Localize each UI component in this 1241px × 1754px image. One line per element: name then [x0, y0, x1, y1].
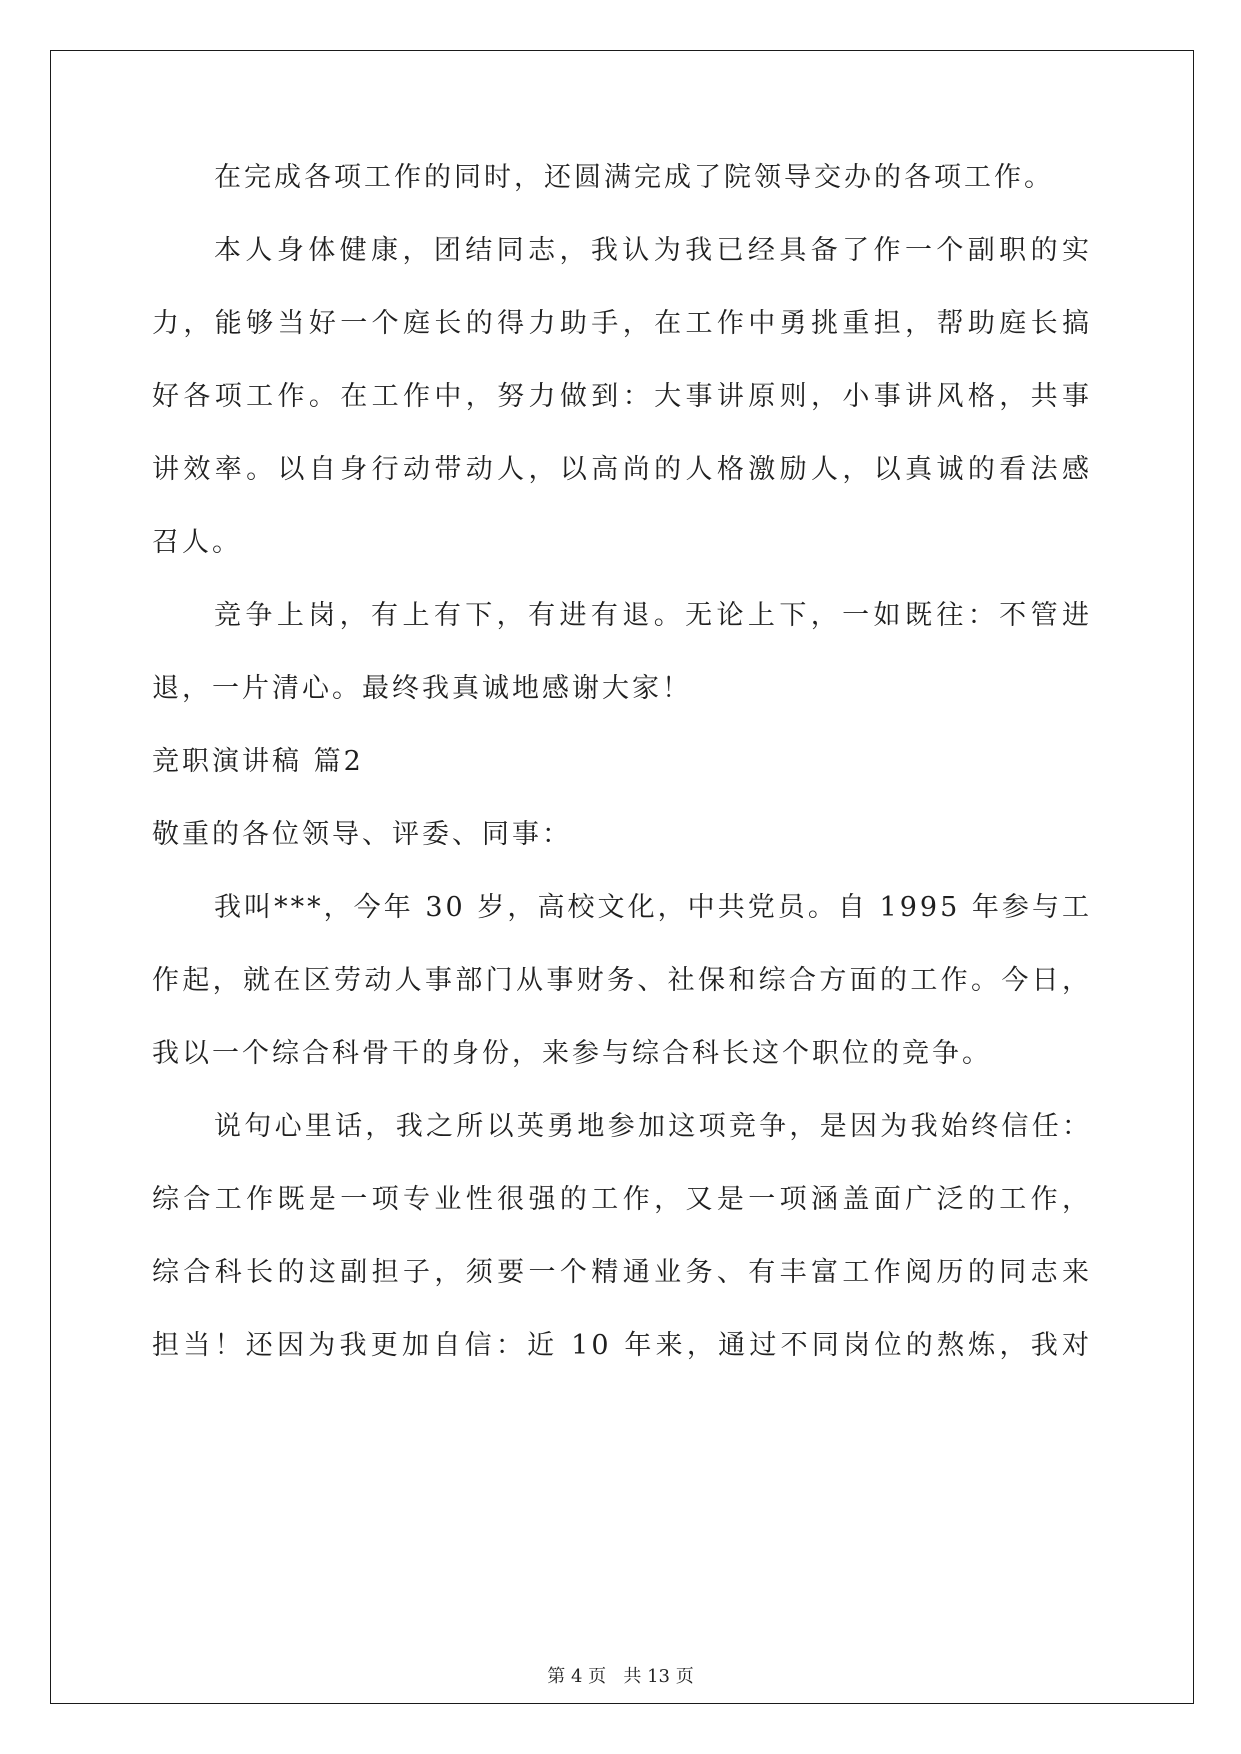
text-line: 综合科长的这副担子，须要一个精通业务、有丰富工作阅历的同志来: [152, 1257, 1092, 1288]
text-line: 好各项工作。在工作中，努力做到：大事讲原则，小事讲风格，共事: [152, 381, 1092, 412]
text-line: 担当！还因为我更加自信：近 10 年来，通过不同岗位的熬炼，我对: [152, 1330, 1092, 1361]
text-line: 我以一个综合科骨干的身份，来参与综合科长这个职位的竞争。: [152, 1038, 992, 1069]
text-line: 作起，就在区劳动人事部门从事财务、社保和综合方面的工作。今日，: [152, 965, 1092, 996]
page-number-footer: 第 4 页 共 13 页: [547, 1666, 694, 1687]
section-heading: 竞职演讲稿 篇2: [152, 746, 364, 777]
text-line: 力，能够当好一个庭长的得力助手，在工作中勇挑重担，帮助庭长搞: [152, 308, 1092, 339]
page-border: [50, 50, 1194, 1704]
text-line: 综合工作既是一项专业性很强的工作，又是一项涵盖面广泛的工作，: [152, 1184, 1092, 1215]
text-line: 说句心里话，我之所以英勇地参加这项竞争，是因为我始终信任：: [214, 1111, 1092, 1142]
text-line: 召人。: [152, 527, 242, 558]
text-line: 讲效率。以自身行动带动人，以高尚的人格激励人，以真诚的看法感: [152, 454, 1092, 485]
text-line: 竞争上岗，有上有下，有进有退。无论上下，一如既往：不管进: [214, 600, 1092, 631]
text-line: 退，一片清心。最终我真诚地感谢大家！: [152, 673, 692, 704]
text-line: 我叫***，今年 30 岁，高校文化，中共党员。自 1995 年参与工: [214, 892, 1092, 923]
salutation: 敬重的各位领导、评委、同事：: [152, 819, 572, 850]
text-line: 本人身体健康，团结同志，我认为我已经具备了作一个副职的实: [214, 235, 1092, 266]
text-line: 在完成各项工作的同时，还圆满完成了院领导交办的各项工作。: [214, 162, 1054, 193]
